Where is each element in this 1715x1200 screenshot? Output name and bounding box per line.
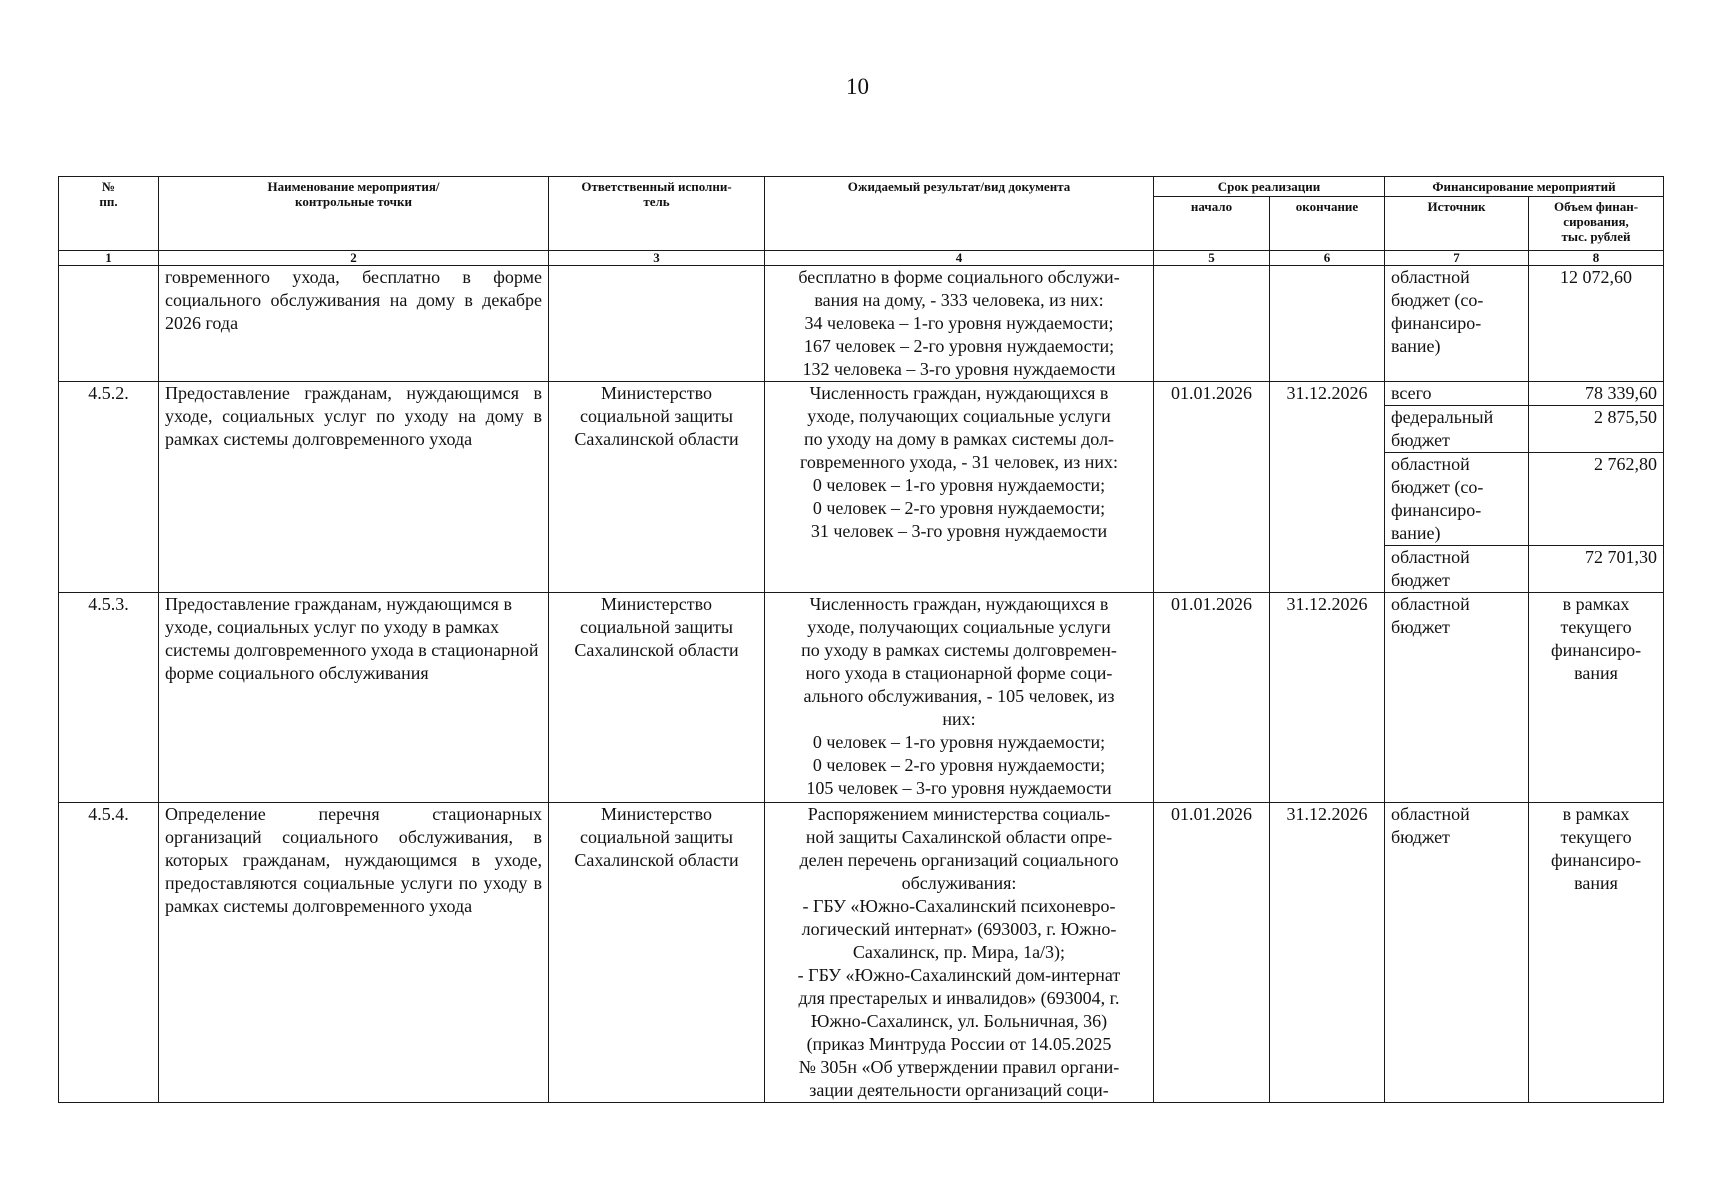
- result-line: по уходу в рамках системы долговремен-: [801, 640, 1117, 660]
- result-line: 132 человека – 3-го уровня нуждаемости: [802, 359, 1116, 379]
- column-number: 1: [59, 251, 159, 266]
- result-line: уходе, получающих социальные услуги: [807, 406, 1111, 426]
- column-number: 6: [1270, 251, 1385, 266]
- result-line: 0 человек – 2-го уровня нуждаемости;: [812, 755, 1106, 775]
- result-line: Численность граждан, нуждающихся в: [809, 383, 1109, 403]
- result-line: 0 человек – 1-го уровня нуждаемости;: [812, 732, 1106, 752]
- funding-volume: 2 875,50: [1529, 406, 1664, 453]
- row-name: Предоставление гражданам, нуждающимся в уходе, социальных услуг по уходу в рамках системы долговременного ухода в стационарной форме социального обслуживания: [159, 593, 549, 803]
- result-line: зации деятельности организаций соци-: [809, 1080, 1109, 1100]
- funding-volume: в рамках текущего финансиро-вания: [1529, 803, 1664, 1103]
- result-line: 34 человека – 1-го уровня нуждаемости;: [804, 313, 1114, 333]
- row-start: 01.01.2026: [1154, 803, 1270, 1103]
- column-number: 2: [159, 251, 549, 266]
- row-num: [59, 266, 159, 382]
- result-line: 167 человек – 2-го уровня нуждаемости;: [803, 336, 1115, 356]
- result-line: № 305н «Об утверждении правил органи-: [798, 1057, 1120, 1077]
- header-volume: Объем финан- сирования, тыс. рублей: [1529, 197, 1664, 251]
- column-number: 8: [1529, 251, 1664, 266]
- header-executor: Ответственный исполни- тель: [549, 177, 765, 251]
- table-row: [59, 382, 1664, 406]
- row-name: Определение перечня стационарных организаций социального обслуживания, в которых гражданам, нуждающимся в уходе, предоставляются социальные услуги по уходу в рамках системы долговременного ухода: [159, 803, 549, 1103]
- row-num: 4.5.3.: [59, 593, 159, 803]
- row-num: 4.5.2.: [59, 382, 159, 593]
- row-result: [765, 593, 1154, 803]
- table-row: [59, 803, 1664, 1103]
- result-line: - ГБУ «Южно-Сахалинский психоневро-: [802, 896, 1116, 916]
- funding-source: федеральный бюджет: [1385, 406, 1529, 453]
- table-row: [59, 266, 1664, 382]
- row-end: [1270, 266, 1385, 382]
- column-number: 4: [765, 251, 1154, 266]
- funding-source: областной бюджет (со-финансиро-вание): [1385, 266, 1529, 382]
- activities-table: [58, 176, 1664, 1103]
- result-line: Южно-Сахалинск, ул. Больничная, 36): [810, 1011, 1108, 1031]
- result-line: 105 человек – 3-го уровня нуждаемости: [806, 778, 1112, 798]
- funding-source: областной бюджет (со-финансиро-вание): [1385, 453, 1529, 546]
- result-line: делен перечень организаций социального: [799, 850, 1119, 870]
- funding-volume: 78 339,60: [1529, 382, 1664, 406]
- row-executor: Министерство социальной защиты Сахалинской области: [549, 593, 765, 803]
- result-line: 0 человек – 2-го уровня нуждаемости;: [812, 498, 1106, 518]
- column-number: 3: [549, 251, 765, 266]
- funding-volume: 72 701,30: [1529, 546, 1664, 593]
- result-line: для престарелых и инвалидов» (693004, г.: [798, 988, 1120, 1008]
- header-name: Наименование мероприятия/ контрольные точки: [159, 177, 549, 251]
- row-executor: Министерство социальной защиты Сахалинской области: [549, 803, 765, 1103]
- result-line: Сахалинск, пр. Мира, 1а/3);: [852, 942, 1066, 962]
- result-line: них:: [942, 709, 976, 729]
- result-line: вания на дому, - 333 человека, из них:: [814, 290, 1104, 310]
- header-result: Ожидаемый результат/вид документа: [765, 177, 1154, 251]
- header-period: Срок реализации: [1154, 177, 1385, 197]
- funding-volume: в рамках текущего финансиро-вания: [1529, 593, 1664, 803]
- row-start: 01.01.2026: [1154, 382, 1270, 593]
- row-result: [765, 382, 1154, 593]
- result-line: говременного ухода, - 31 человек, из них:: [799, 452, 1119, 472]
- result-line: ального обслуживания, - 105 человек, из: [803, 686, 1115, 706]
- result-line: (приказ Минтруда России от 14.05.2025: [806, 1034, 1112, 1054]
- row-result: [765, 803, 1154, 1103]
- funding-volume: 12 072,60: [1529, 266, 1664, 382]
- result-line: 31 человек – 3-го уровня нуждаемости: [810, 521, 1108, 541]
- result-line: 0 человек – 1-го уровня нуждаемости;: [812, 475, 1106, 495]
- result-line: - ГБУ «Южно-Сахалинский дом-интернат: [797, 965, 1121, 985]
- result-line: ного ухода в стационарной форме соци-: [805, 663, 1113, 683]
- row-result: [765, 266, 1154, 382]
- result-line: Численность граждан, нуждающихся в: [809, 594, 1109, 614]
- result-line: уходе, получающих социальные услуги: [807, 617, 1111, 637]
- funding-source: областной бюджет: [1385, 593, 1529, 803]
- row-executor: Министерство социальной защиты Сахалинской области: [549, 382, 765, 593]
- row-start: 01.01.2026: [1154, 593, 1270, 803]
- header-finance: Финансирование мероприятий: [1385, 177, 1664, 197]
- column-numbers-row: [59, 251, 1664, 266]
- table-row: [59, 593, 1664, 803]
- row-end: 31.12.2026: [1270, 593, 1385, 803]
- row-name: Предоставление гражданам, нуждающимся в уходе, социальных услуг по уходу на дому в рамках системы долговременного ухода: [159, 382, 549, 593]
- row-num: 4.5.4.: [59, 803, 159, 1103]
- funding-source: областной бюджет: [1385, 546, 1529, 593]
- header-start: начало: [1154, 197, 1270, 251]
- result-line: обслуживания:: [901, 873, 1017, 893]
- row-start: [1154, 266, 1270, 382]
- row-end: 31.12.2026: [1270, 382, 1385, 593]
- column-number: 5: [1154, 251, 1270, 266]
- funding-source: всего: [1385, 382, 1529, 406]
- result-line: логический интернат» (693003, г. Южно-: [801, 919, 1117, 939]
- header-num: № пп.: [59, 177, 159, 251]
- header-source: Источник: [1385, 197, 1529, 251]
- result-line: бесплатно в форме социального обслужи-: [798, 267, 1120, 287]
- page-number: 10: [846, 74, 869, 99]
- header-end: окончание: [1270, 197, 1385, 251]
- funding-source: областной бюджет: [1385, 803, 1529, 1103]
- row-end: 31.12.2026: [1270, 803, 1385, 1103]
- column-number: 7: [1385, 251, 1529, 266]
- result-line: по уходу на дому в рамках системы дол-: [803, 429, 1115, 449]
- funding-volume: 2 762,80: [1529, 453, 1664, 546]
- row-name: говременного ухода, бесплатно в форме социального обслуживания на дому в декабре 2026 года: [159, 266, 549, 382]
- result-line: ной защиты Сахалинской области опре-: [805, 827, 1113, 847]
- result-line: Распоряжением министерства социаль-: [807, 804, 1111, 824]
- row-executor: [549, 266, 765, 382]
